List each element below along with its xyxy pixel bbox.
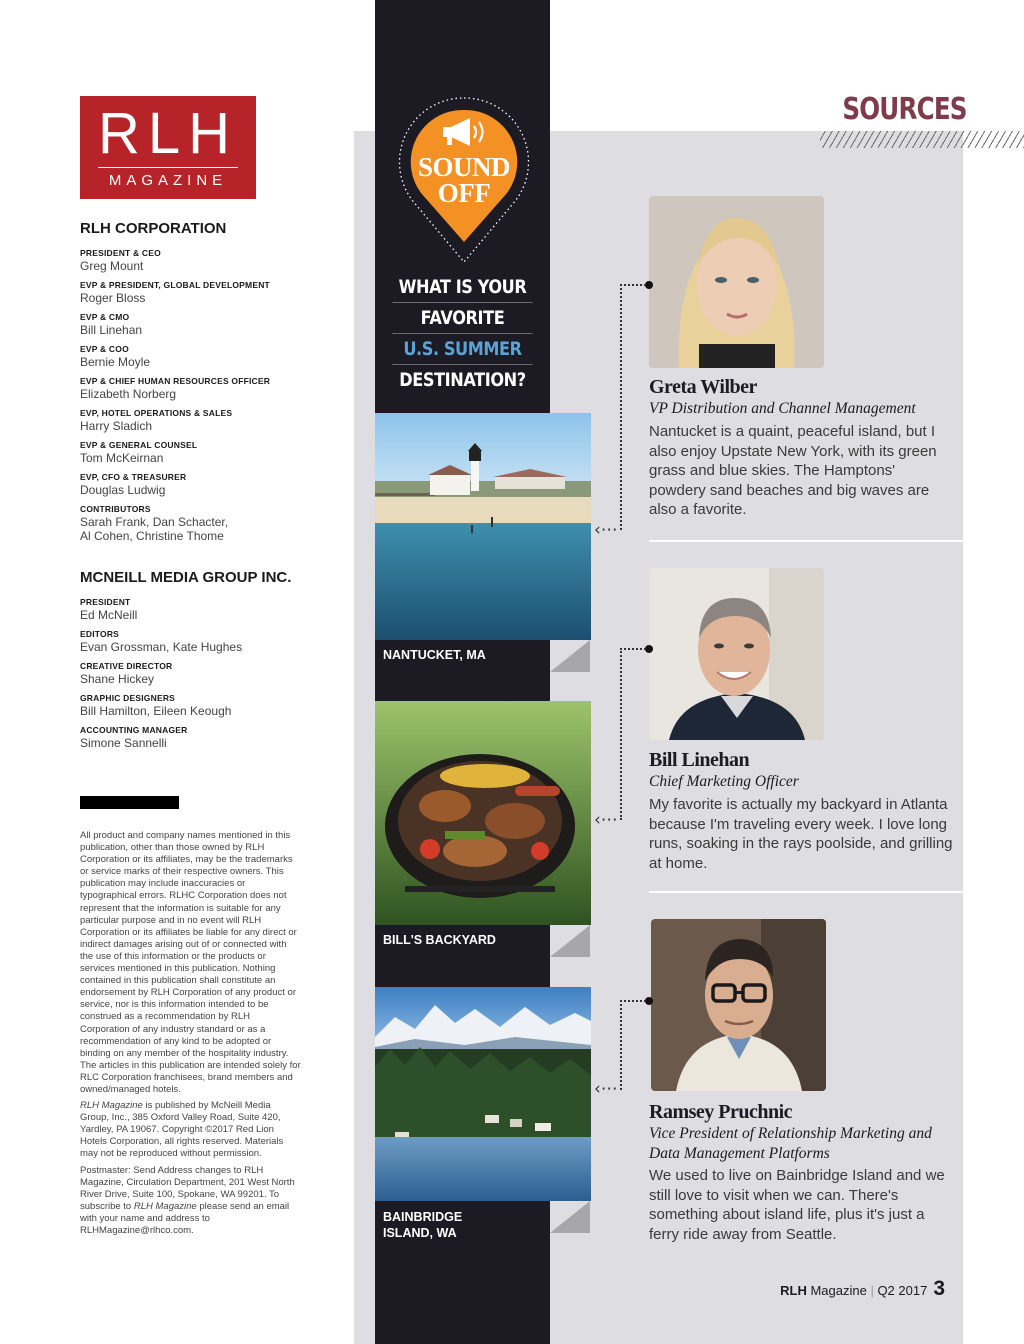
page-fold xyxy=(550,640,590,672)
person-name: Bill Linehan xyxy=(649,749,750,771)
staff-title: EVP & GENERAL COUNSEL xyxy=(80,440,198,450)
redaction-bar xyxy=(80,796,179,809)
photo-caption: NANTUCKET, MA xyxy=(383,648,486,662)
portrait-greta-wilber xyxy=(649,196,824,368)
postmaster-a: Postmaster: Send Address changes to RLH Magazine, Circulation Department, 201 West North River Drive, Suite 100, Spokane, WA 99201. To subscribe to xyxy=(80,1164,295,1212)
person-quote: My favorite is actually my backyard in Atlanta because I'm traveling every week. I love long runs, soaking in the rays poolside, and grilling at home. xyxy=(649,796,953,872)
question-line: DESTINATION? xyxy=(399,369,526,391)
staff-entry xyxy=(80,660,320,686)
staff-title: ACCOUNTING MANAGER xyxy=(80,725,188,735)
logo-main: RLH xyxy=(97,101,239,166)
arrow-left-icon: ‹⋯ xyxy=(594,1079,618,1099)
staff-title: GRAPHIC DESIGNERS xyxy=(80,693,176,703)
person-title: Chief Marketing Officer xyxy=(649,773,799,790)
staff-title: EVP & CHIEF HUMAN RESOURCES OFFICER xyxy=(80,376,271,386)
connector-line xyxy=(620,284,622,530)
question-line: WHAT IS YOUR xyxy=(392,272,532,303)
photo-caption: BILL'S BACKYARD xyxy=(383,933,496,947)
person-title: VP Distribution and Channel Management xyxy=(649,400,916,417)
publication-name: RLH Magazine xyxy=(133,1200,197,1212)
caption-line: BAINBRIDGE xyxy=(383,1210,463,1224)
page-number: 3 xyxy=(933,1277,945,1300)
page-footer xyxy=(760,1277,945,1301)
footer-magazine: Magazine xyxy=(806,1283,867,1298)
connector-line xyxy=(620,1000,646,1002)
disclaimer-text: All product and company names mentioned in this publication, other than those owned by RLH Corporation or its affiliates, may be the trademarks or service marks of their respective owners. This publication may include inaccuracies or typographical errors. RLHC Corporation does not represent that the information is suitable for any particular purpose and in no event will RLH Corporation or its affiliates be liable for any direct or indirect damages arising out of or connected with the use of this information or the products or services mentioned in this publication. Nothing contained in this publication shall constitute an endorsement by RLH Corporation of any product or service, nor is this information intended to be construed as a recommendation by RLH Corporation of any industry standard or as a recommendation of any kind to be adopted or binding on any member of the hospitality industry. The articles in this publication are intended solely for RLC Corporation franchisees, brand members and owned/managed hotels. xyxy=(80,830,301,1095)
divider xyxy=(649,891,963,893)
staff-name: Bill Linehan xyxy=(80,323,143,337)
staff-entry xyxy=(80,407,320,433)
connector-dot xyxy=(645,645,653,653)
footer-issue: Q2 2017 xyxy=(877,1283,928,1298)
question-line: FAVORITE xyxy=(392,303,532,334)
staff-name: Sarah Frank, Dan Schacter, xyxy=(80,515,229,529)
arrow-left-icon: ‹⋯ xyxy=(594,810,618,830)
logo-rule xyxy=(98,167,238,168)
arrow-left-icon: ‹⋯ xyxy=(594,520,618,540)
staff-name: Douglas Ludwig xyxy=(80,483,166,497)
staff-name: Elizabeth Norberg xyxy=(80,387,177,401)
caption-line: ISLAND, WA xyxy=(383,1226,457,1240)
staff-title: EDITORS xyxy=(80,629,120,639)
section-title: SOURCES xyxy=(842,92,967,127)
photo-caption xyxy=(383,1209,462,1241)
portrait-bill-linehan xyxy=(649,568,824,740)
footer-brand: RLH xyxy=(780,1283,807,1298)
staff-entry xyxy=(80,471,320,497)
staff-title: EVP, CFO & TREASURER xyxy=(80,472,187,482)
page-fold xyxy=(550,925,590,957)
panel-margin xyxy=(963,131,1024,1344)
staff-title: PRESIDENT & CEO xyxy=(80,248,161,258)
bainbridge-photo xyxy=(375,987,591,1201)
staff-name: Roger Bloss xyxy=(80,291,146,305)
org-heading-mcneill: MCNEILL MEDIA GROUP INC. xyxy=(80,569,292,586)
feature-question xyxy=(380,272,545,395)
connector-line xyxy=(620,648,646,650)
page-fold xyxy=(550,1201,590,1233)
publisher-text xyxy=(80,1100,302,1160)
staff-name: Harry Sladich xyxy=(80,419,153,433)
divider xyxy=(649,540,963,542)
staff-entry xyxy=(80,628,320,654)
staff-entry xyxy=(80,279,320,305)
staff-name: Bill Hamilton, Eileen Keough xyxy=(80,704,232,718)
staff-name: Greg Mount xyxy=(80,259,144,273)
staff-title: EVP & COO xyxy=(80,344,129,354)
sound-off-line1: SOUND xyxy=(417,152,510,182)
staff-entry xyxy=(80,311,320,337)
staff-entry xyxy=(80,375,320,401)
connector-line xyxy=(620,1000,622,1090)
logo-sub: MAGAZINE xyxy=(108,172,228,189)
org-heading-rlh: RLH CORPORATION xyxy=(80,220,227,237)
staff-entry xyxy=(80,343,320,369)
staff-title: PRESIDENT xyxy=(80,597,131,607)
person-title: Vice President of Relationship Marketing and Data Management Platforms xyxy=(649,1125,932,1162)
staff-entry xyxy=(80,247,320,273)
staff-name-cont: Al Cohen, Christine Thome xyxy=(80,529,224,543)
staff-title: CREATIVE DIRECTOR xyxy=(80,661,173,671)
staff-name: Shane Hickey xyxy=(80,672,155,686)
person-name: Ramsey Pruchnic xyxy=(649,1101,793,1123)
person-name: Greta Wilber xyxy=(649,376,757,398)
staff-name: Simone Sannelli xyxy=(80,736,167,750)
rlh-magazine-logo xyxy=(80,96,256,199)
staff-title: EVP & CMO xyxy=(80,312,130,322)
connector-dot xyxy=(645,281,653,289)
staff-entry xyxy=(80,692,320,718)
staff-title: EVP & PRESIDENT, GLOBAL DEVELOPMENT xyxy=(80,280,270,290)
footer-separator: | xyxy=(866,1283,878,1298)
connector-line xyxy=(620,648,622,820)
legal-notice xyxy=(80,830,302,1241)
person-quote: We used to live on Bainbridge Island and we still love to visit when we can. There's something about island life, plus it's just a ferry ride away from Seattle. xyxy=(649,1167,945,1243)
publication-name: RLH Magazine xyxy=(80,1100,143,1112)
staff-name: Evan Grossman, Kate Hughes xyxy=(80,640,243,654)
hatch-rule xyxy=(820,131,1024,148)
publisher-details: is published by McNeill Media Group, Inc., 385 Oxford Valley Road, Suite 420, Yardley, PA 19067. Copyright ©2017 Red Lion Hotels Corporation, all rights reserved. Materials may not be reproduced without permission. xyxy=(80,1100,284,1160)
sound-off-line2: OFF xyxy=(437,178,491,208)
staff-title: EVP, HOTEL OPERATIONS & SALES xyxy=(80,408,233,418)
staff-entry xyxy=(80,503,320,543)
connector-line xyxy=(620,284,646,286)
portrait-ramsey-pruchnic xyxy=(651,919,826,1091)
staff-name: Bernie Moyle xyxy=(80,355,151,369)
staff-entry xyxy=(80,596,320,622)
connector-dot xyxy=(645,997,653,1005)
person-quote: Nantucket is a quaint, peaceful island, but I also enjoy Upstate New York, with its green grass and blue skies. The Hamptons' powdery sand beaches and big waves are also a favorite. xyxy=(649,423,937,519)
sound-off-label xyxy=(404,154,524,206)
masthead xyxy=(80,220,320,756)
postmaster-text xyxy=(80,1165,302,1238)
question-line-highlight: U.S. SUMMER xyxy=(392,334,532,365)
nantucket-photo xyxy=(375,413,591,640)
staff-name: Ed McNeill xyxy=(80,608,138,622)
staff-entry xyxy=(80,724,320,750)
postmaster-b: please send an email with your name and address to RLHMagazine@rlhco.com. xyxy=(80,1200,290,1236)
grill-photo xyxy=(375,701,591,925)
staff-entry xyxy=(80,439,320,465)
staff-title: CONTRIBUTORS xyxy=(80,504,151,514)
staff-name: Tom McKeirnan xyxy=(80,451,164,465)
